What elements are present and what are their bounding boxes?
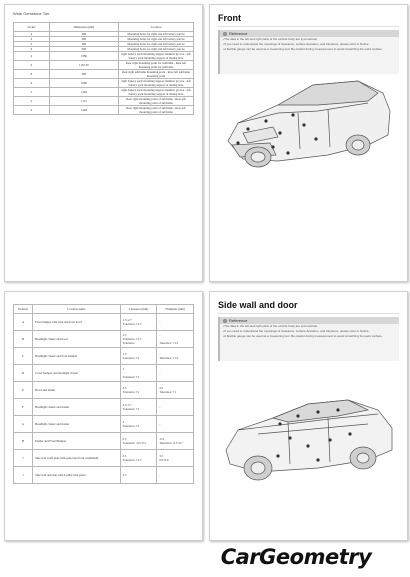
cargeometry-logo: [189, 543, 403, 571]
table-cell: 360: [49, 42, 118, 47]
table-cell: 2.5 Tolerance: ±1: [157, 382, 194, 399]
table-cell: F: [14, 399, 33, 416]
divider: [218, 26, 399, 27]
column-header: Position: [14, 305, 33, 314]
table-cell: 2.5 Tolerance: ±1.5 Tolerance: [120, 331, 157, 348]
table-cell: 4: [14, 32, 50, 37]
table-row: [14, 52, 194, 61]
table-row: [14, 416, 194, 433]
reference-note: [218, 317, 399, 361]
logo-text: CarGeometry: [220, 545, 372, 569]
table-cell: 1380: [49, 52, 118, 61]
table-cell: Headlight cluster and fender: [33, 416, 121, 433]
table-cell: 1246: [49, 106, 118, 115]
table-row: [14, 331, 194, 348]
table-cell: 1 Tolerance: ±1: [120, 365, 157, 382]
table-cell: 3.5 Tolerance: ±1.5: [120, 450, 157, 467]
table-cell: 5: [14, 42, 50, 47]
clearance-table: [13, 304, 194, 484]
table-cell: Mounting holes for right and left battery pan tie: [119, 32, 194, 37]
table-cell: right battery pack mounting support member groove - left battery pack mounting support at mating hole: [119, 52, 194, 61]
table-cell: - Tolerance: ±1.5: [157, 331, 194, 348]
table-cell: 1167.30: [49, 61, 118, 70]
divider: [218, 313, 399, 314]
table-cell: H: [14, 433, 33, 450]
note-header: [220, 30, 399, 37]
table-cell: 3.5 0.0~0.0: [157, 450, 194, 467]
table-cell: J: [14, 467, 33, 484]
table-cell: I: [14, 450, 33, 467]
table-cell: -: [157, 399, 194, 416]
table-cell: 360: [49, 37, 118, 42]
table-cell: 4 Tolerance: ±1: [120, 416, 157, 433]
table-row: [14, 382, 194, 399]
table-cell: Rear right mounting point of subframe - Rear left mounting point of subframe: [119, 97, 194, 106]
table-row: [14, 97, 194, 106]
table-cell: Side wall scuff plate trim panel and front windshield: [33, 450, 121, 467]
table-cell: Headlight cluster and fender: [33, 399, 121, 416]
note-line: • A flexible gauge can be used as a measuring tool. Be careful during measurement to avoid scratching the paint surface.: [220, 47, 399, 52]
table-row: [14, 365, 194, 382]
table-cell: Mounting holes for right and left battery pan tie: [119, 47, 194, 52]
page-heading: Wide Gemstone Tier: [13, 11, 50, 16]
table-cell: 280: [49, 70, 118, 79]
column-header: Clearance (mm): [120, 305, 157, 314]
note-line: • The data in the left and right parts of the vehicle body are symmetrical.: [220, 37, 399, 42]
table-cell: Rear right mounting point of subframe - Rear left mounting point of subframe: [119, 106, 194, 115]
car-side-diagram: [218, 364, 399, 504]
table-cell: Front bumper trim strip and front hood: [33, 314, 121, 331]
page-side-wall-and-door: [209, 291, 408, 541]
table-row: [14, 61, 194, 70]
table-cell: -: [157, 365, 194, 382]
table-cell: B: [14, 331, 33, 348]
table-cell: 5: [14, 88, 50, 97]
table-cell: 1080: [49, 79, 118, 88]
table-cell: Rear right subframe mounting point - Rear left subframe mounting point: [119, 70, 194, 79]
table-cell: Rear right mounting point for subframe - Rear left mounting point for subframe: [119, 61, 194, 70]
table-cell: right battery pack mounting support member groove - left battery pack mounting support at mating hole: [119, 79, 194, 88]
table-row: [14, 79, 194, 88]
table-cell: 1364: [49, 88, 118, 97]
car-front-diagram: [218, 63, 399, 183]
table-cell: 360: [49, 32, 118, 37]
table-row: [14, 314, 194, 331]
page-clearance-table: [4, 291, 203, 541]
table-row: [14, 467, 194, 484]
page-title: Side wall and door: [218, 300, 298, 310]
table-cell: 4: [14, 37, 50, 42]
table-cell: 0.5 Tolerance: -0.5~0.5: [120, 433, 157, 450]
table-row: [14, 70, 194, 79]
table-cell: Headlight cluster and front bumper: [33, 348, 121, 365]
table-cell: Fender and Front Bumper: [33, 433, 121, 450]
column-header: Flushness (mm): [157, 305, 194, 314]
table-row: [14, 433, 194, 450]
table-cell: 6: [14, 79, 50, 88]
table-cell: 1115: [49, 97, 118, 106]
table-cell: 1.5 Tolerance: ±1: [120, 348, 157, 365]
table-cell: 4: [14, 106, 50, 115]
table-cell: A: [14, 314, 33, 331]
table-cell: 3.5: [120, 467, 157, 484]
page-front: [209, 4, 408, 282]
table-cell: -: [157, 314, 194, 331]
column-header: Socket: [14, 23, 50, 32]
table-row: [14, 106, 194, 115]
table-cell: 3.5 Tolerance: ±1: [120, 382, 157, 399]
table-cell: 4: [14, 52, 50, 61]
table-cell: 1.5~2.7 Tolerance: ±1.5: [120, 314, 157, 331]
table-row: [14, 399, 194, 416]
table-header-row: [14, 23, 194, 32]
table-cell: Mounting holes for right and left battery pan tie: [119, 42, 194, 47]
table-cell: 6: [14, 61, 50, 70]
page-title: Front: [218, 13, 241, 23]
table-cell: -: [157, 467, 194, 484]
table-cell: 6: [14, 47, 50, 52]
table-cell: -0.5 Tolerance: -0.5~0.7: [157, 433, 194, 450]
column-header: Dimension (mm): [49, 23, 118, 32]
table-cell: Mounting holes for right and left battery pan tie: [119, 37, 194, 42]
table-cell: 2: [14, 97, 50, 106]
table-cell: right battery pack mounting support member groove - left battery pack mounting support at mating hole: [119, 88, 194, 97]
table-cell: Side wall and side wall A pillar trim panel: [33, 467, 121, 484]
note-line: • If you need to understand the meanings of clearance, surface deviation, and tolerance, please refer to Notice.: [220, 329, 399, 334]
table-row: [14, 348, 194, 365]
table-cell: 360: [49, 47, 118, 52]
info-icon: i: [224, 318, 226, 323]
note-label: Reference: [229, 31, 248, 36]
table-cell: Headlight cluster and hood: [33, 331, 121, 348]
table-cell: E: [14, 382, 33, 399]
table-cell: - Tolerance: ±1.5: [157, 348, 194, 365]
column-header: Location: [119, 23, 194, 32]
table-cell: -: [157, 416, 194, 433]
note-header: [220, 317, 399, 324]
table-cell: 8: [14, 70, 50, 79]
table-row: [14, 88, 194, 97]
table-cell: G: [14, 416, 33, 433]
info-icon: i: [224, 31, 226, 36]
table-row: [14, 450, 194, 467]
note-line: • The data in the left and right parts of the vehicle body are symmetrical.: [220, 324, 399, 329]
table-cell: Cover bumper and headlight cluster: [33, 365, 121, 382]
table-cell: D: [14, 365, 33, 382]
dimensions-table: [13, 22, 194, 115]
note-line: • A flexible gauge can be used as a measuring tool. Be careful during measurement to avoid scratching the paint surface.: [220, 334, 399, 339]
table-cell: 4.5~5.7 Tolerance: ±1: [120, 399, 157, 416]
page-dimensions-table: [4, 4, 203, 282]
column-header: Location name: [33, 305, 121, 314]
table-cell: Hood and fender: [33, 382, 121, 399]
table-cell: C: [14, 348, 33, 365]
note-line: • If you need to understand the meanings of clearance, surface deviation, and tolerance, please refer to Notice.: [220, 42, 399, 47]
table-header-row: [14, 305, 194, 314]
note-label: Reference: [229, 318, 248, 323]
